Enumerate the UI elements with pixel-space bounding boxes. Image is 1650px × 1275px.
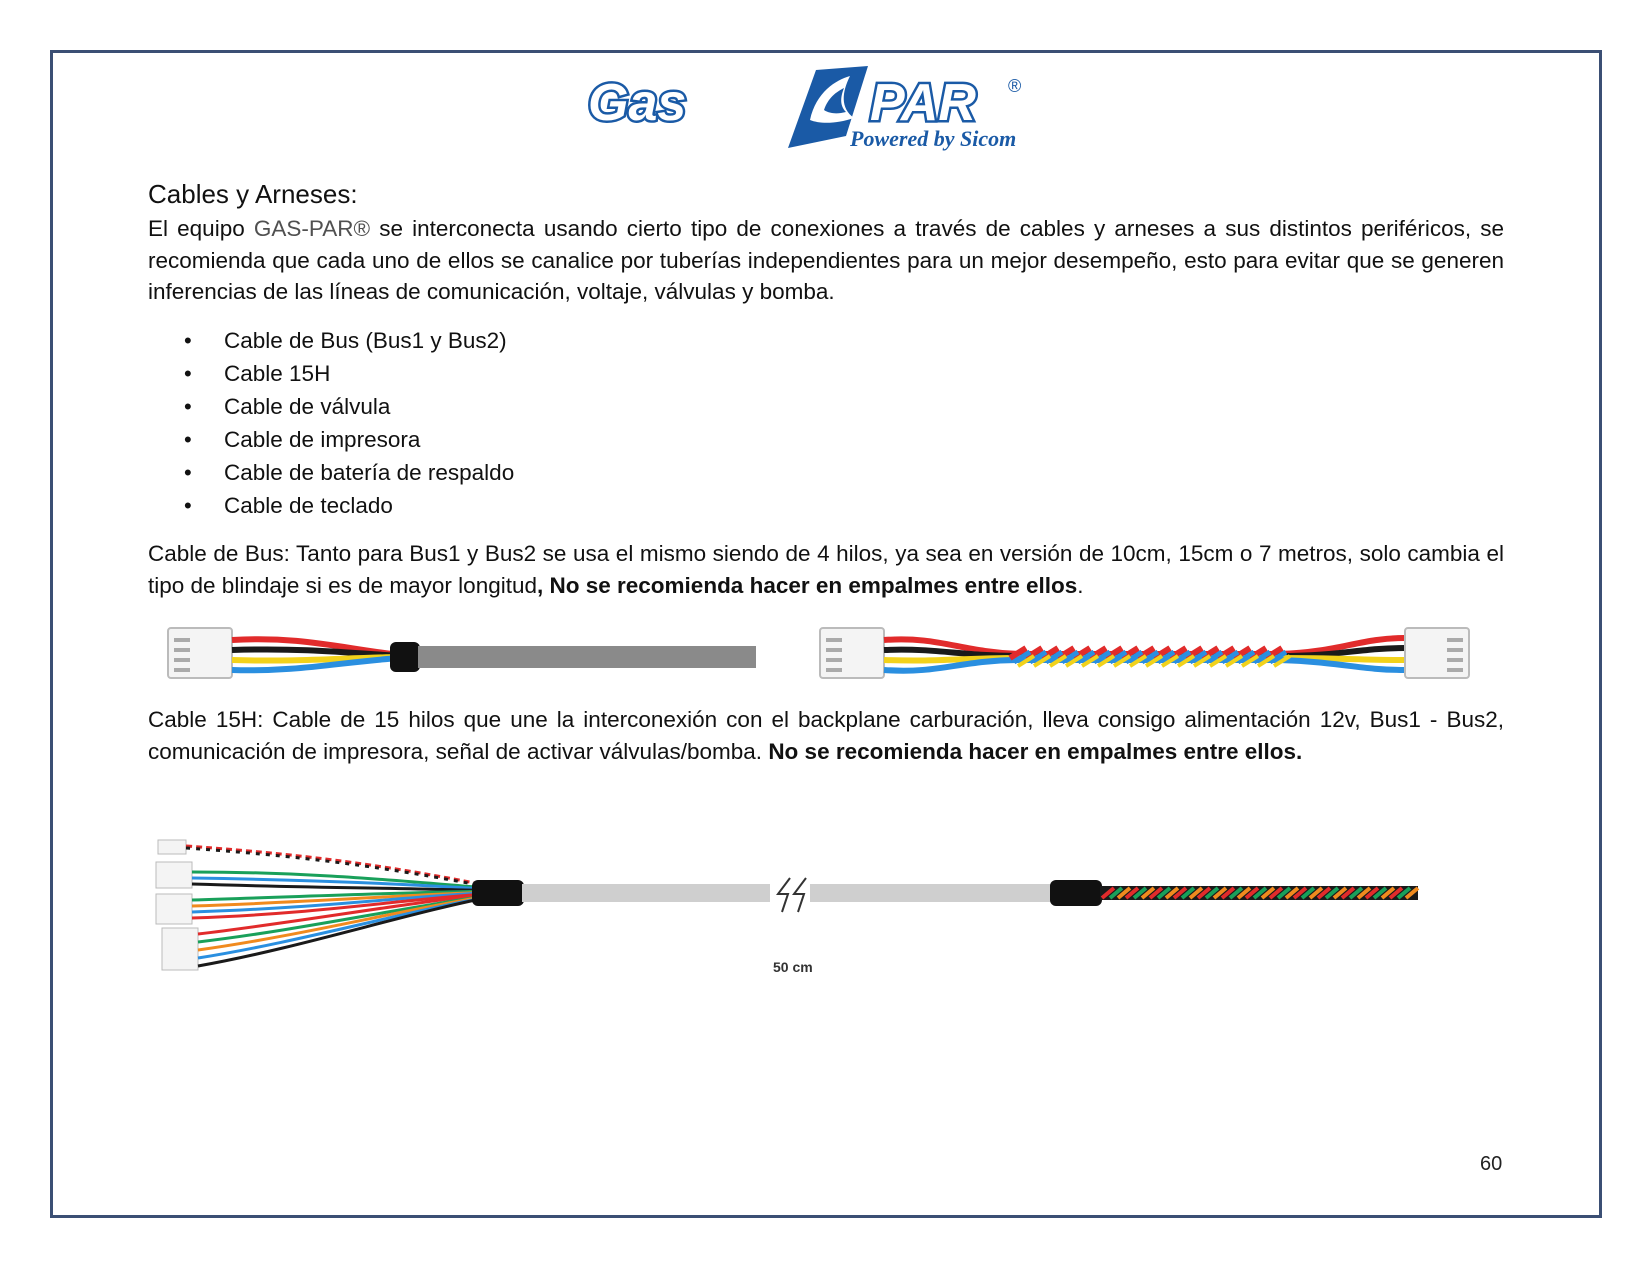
intro-paragraph xyxy=(148,213,1504,308)
list-item: • Cable de Bus (Bus1 y Bus2) xyxy=(148,324,514,357)
ferrule-icon xyxy=(390,642,420,672)
intro-rest: se interconecta usando cierto tipo de conexiones a través de cables y arneses a sus distintos periféricos, se recomienda que cada uno de ellos se canalice por tuberías independientes para un mejor desempeño, esto para evitar que se generen inferencias de las líneas de comunicación, voltaje, válvulas y bomba. xyxy=(148,216,1504,304)
connector-icon xyxy=(162,928,198,970)
cable-15h-paragraph xyxy=(148,704,1504,767)
bus-cable-paragraph xyxy=(148,538,1504,601)
twisted-wire-segment xyxy=(1100,886,1418,900)
cable-15h-text: Cable 15H: Cable de 15 hilos que une la interconexión con el backplane carburación, lleva consigo alimentación 12v, Bus1 - Bus2, comunicación de impresora, señal de activar válvulas/bomba. xyxy=(148,707,1504,764)
bus-cable-illustration xyxy=(160,622,1505,688)
list-item: • Cable de impresora xyxy=(148,423,514,456)
harness-fan-wires xyxy=(186,846,500,966)
cable-length-label: 50 cm xyxy=(773,959,813,975)
cable-sheath xyxy=(418,646,756,668)
bus-cable-warning: , No se recomienda hacer en empalmes entre ellos xyxy=(537,572,1078,598)
cable-list xyxy=(148,324,514,522)
cut-mark-icon xyxy=(770,876,810,912)
list-item: • Cable de teclado xyxy=(148,489,514,522)
list-item: • Cable de batería de respaldo xyxy=(148,456,514,489)
gaspar-logo xyxy=(588,58,1068,154)
bus-cable-short xyxy=(168,628,756,678)
connector-icon xyxy=(156,862,192,888)
list-item: • Cable de válvula xyxy=(148,390,514,423)
intro-brand-name: GAS-PAR® xyxy=(253,216,371,241)
logo-brand-right: PAR xyxy=(870,74,976,132)
logo-brand-left: Gas xyxy=(588,74,687,132)
bus-cable-long xyxy=(820,628,1469,678)
list-item: • Cable 15H xyxy=(148,357,514,390)
connector-icon xyxy=(158,840,186,854)
section-title: Cables y Arneses: xyxy=(148,179,358,209)
twisted-wire-segment xyxy=(1010,648,1290,666)
page-number: 60 xyxy=(1480,1153,1503,1175)
logo-tagline: Powered by Sicom xyxy=(850,126,1017,151)
intro-prefix: El equipo xyxy=(148,216,254,241)
connector-icon xyxy=(156,894,192,924)
bus-cable-end: . xyxy=(1077,572,1084,598)
cable-15h-warning: No se recomienda hacer en empalmes entre ellos. xyxy=(768,738,1303,764)
logo-registered-mark: ® xyxy=(1008,76,1022,96)
bus-cable-text: Cable de Bus: Tanto para Bus1 y Bus2 se usa el mismo siendo de 4 hilos, ya sea en versión de 10cm, 15cm o 7 metros, solo cambia el tipo de blindaje si es de mayor longitud xyxy=(148,541,1504,598)
cable-15h-illustration xyxy=(150,826,1510,976)
ferrule-icon xyxy=(472,880,524,906)
ferrule-icon xyxy=(1050,880,1102,906)
harness-connectors xyxy=(156,840,198,970)
